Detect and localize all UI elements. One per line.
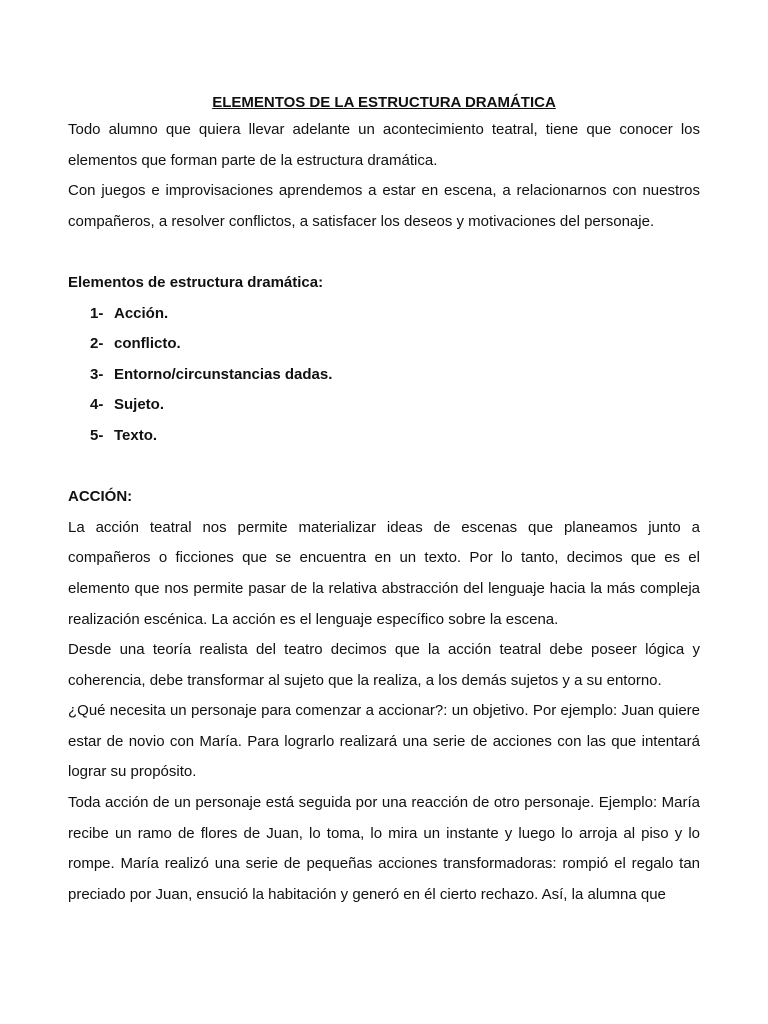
- intro-paragraph-1: Todo alumno que quiera llevar adelante un acontecimiento teatral, tiene que conocer los elementos que forman parte de la estructura dramática.: [68, 121, 700, 169]
- list-item-label: Texto.: [114, 426, 158, 444]
- accion-paragraph-3: ¿Qué necesita un personaje para comenzar a accionar?: un objetivo. Por ejemplo: Juan quiere estar de novio con María. Para lograrlo realizará una serie de acciones con las que intentará lograr su propósito.: [68, 702, 700, 781]
- list-item-number: 4-: [90, 396, 104, 414]
- document-title: ELEMENTOS DE LA ESTRUCTURA DRAMÁTICA: [212, 94, 556, 111]
- list-item: [90, 390, 700, 421]
- intro-paragraph-2: Con juegos e improvisaciones aprendemos a estar en escena, a relacionarnos con nuestros compañeros, a resolver conflictos, a satisfacer los deseos y motivaciones del personaje.: [68, 182, 700, 230]
- spacer: [68, 237, 700, 268]
- list-item-number: 5-: [90, 426, 104, 444]
- list-item: [90, 421, 700, 452]
- list-item-number: 1-: [90, 304, 104, 322]
- list-item-number: 2-: [90, 335, 104, 353]
- list-item-label: conflicto.: [114, 335, 181, 353]
- list-item-label: Entorno/circunstancias dadas.: [114, 365, 333, 383]
- list-item-label: Sujeto.: [114, 396, 165, 414]
- accion-paragraph-2: Desde una teoría realista del teatro decimos que la acción teatral debe poseer lógica y coherencia, debe transformar al sujeto que la realiza, a los demás sujetos y a su entorno.: [68, 641, 700, 689]
- list-item: [90, 299, 700, 330]
- spacer: [68, 452, 700, 483]
- accion-paragraph-4: Toda acción de un personaje está seguida por una reacción de otro personaje. Ejemplo: María recibe un ramo de flores de Juan, lo toma, lo mira un instante y luego lo arroja al piso y lo rompe. María realizó una serie de pequeñas acciones transformadoras: rompió el regalo tan preciado por Juan, ensució la habitación y generó en él cierto rechazo. Así, la alumna que: [68, 794, 700, 903]
- accion-heading: ACCIÓN:: [68, 488, 133, 506]
- elements-heading: Elementos de estructura dramática:: [68, 273, 324, 291]
- elements-list: [68, 299, 700, 452]
- list-item: [90, 360, 700, 391]
- accion-paragraph-1: La acción teatral nos permite materializar ideas de escenas que planeamos junto a compañeros o ficciones que se encuentra en un texto. Por lo tanto, decimos que es el elemento que nos permite pasar de la relativa abstracción del lenguaje hacia la más compleja realización escénica. La acción es el lenguaje específico sobre la escena.: [68, 518, 700, 628]
- list-item: [90, 329, 700, 360]
- list-item-number: 3-: [90, 365, 104, 383]
- list-item-label: Acción.: [114, 304, 169, 322]
